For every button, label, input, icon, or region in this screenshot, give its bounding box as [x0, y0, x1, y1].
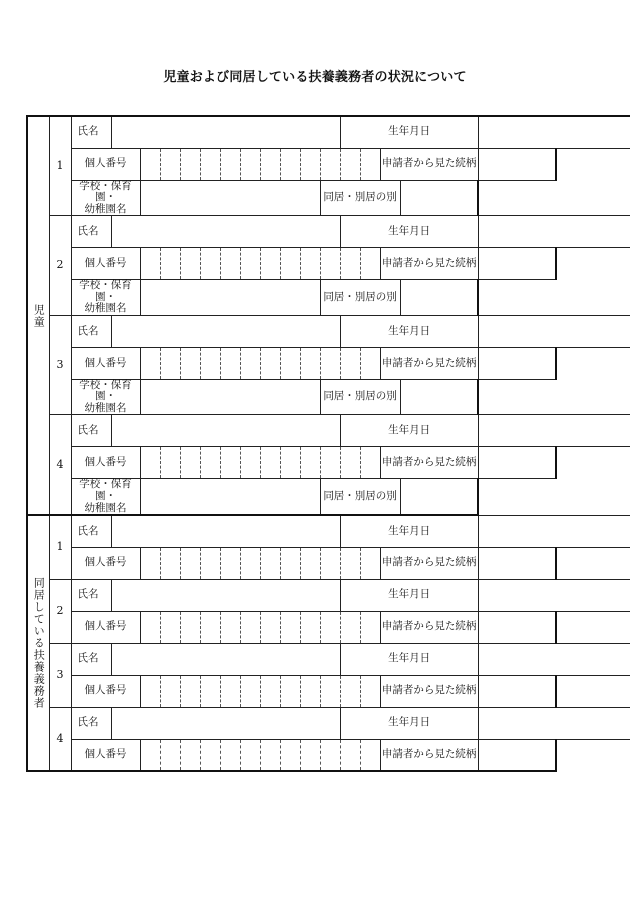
children-group-label: 児童 — [32, 303, 46, 328]
children-3-my-number-label: 個人番号 — [71, 347, 140, 379]
supporters-1-my-number-label: 個人番号 — [71, 547, 140, 579]
supporters-4-my-number-digit-7[interactable] — [260, 739, 280, 771]
supporters-2-my-number-digit-9[interactable] — [300, 611, 320, 643]
children-2-entry-number: 2 — [49, 216, 71, 316]
children-2-my-number-digit-4[interactable] — [200, 248, 220, 280]
supporters-1-row-1 — [27, 515, 630, 547]
children-1-my-number-digit-2[interactable] — [160, 148, 180, 180]
supporters-4-relation-label: 申請者から見た続柄 — [380, 739, 478, 771]
supporters-1-row-2 — [27, 547, 630, 579]
children-2-birthdate-label: 生年月日 — [340, 216, 478, 248]
supporters-3-row-1 — [27, 643, 630, 675]
children-2-my-number-digit-8[interactable] — [280, 248, 300, 280]
supporters-1-my-number-digit-4[interactable] — [200, 547, 220, 579]
supporters-1-name-field[interactable] — [111, 515, 340, 547]
children-2-relation-label: 申請者から見た続柄 — [380, 248, 478, 280]
supporters-4-row-1 — [27, 707, 630, 739]
supporters-1-my-number-digit-3[interactable] — [180, 547, 200, 579]
children-4-my-number-digit-8[interactable] — [280, 447, 300, 479]
children-3-my-number-digit-11[interactable] — [340, 347, 360, 379]
children-4-birthdate-label: 生年月日 — [340, 415, 478, 447]
children-1-row-2 — [27, 148, 630, 180]
children-1-my-number-digit-5[interactable] — [220, 148, 240, 180]
supporters-4-my-number-digit-8[interactable] — [280, 739, 300, 771]
children-1-my-number-digit-12[interactable] — [360, 148, 380, 180]
supporters-4-my-number-digit-6[interactable] — [240, 739, 260, 771]
supporters-1-my-number-digit-9[interactable] — [300, 547, 320, 579]
supporters-2-relation-label: 申請者から見た続柄 — [380, 611, 478, 643]
children-4-cohabit-label: 同居・別居の別 — [320, 479, 400, 515]
supporters-2-my-number-digit-8[interactable] — [280, 611, 300, 643]
supporters-4-my-number-digit-3[interactable] — [180, 739, 200, 771]
supporters-4-my-number-label: 個人番号 — [71, 739, 140, 771]
children-4-my-number-digit-5[interactable] — [220, 447, 240, 479]
supporters-4-my-number-digit-1[interactable] — [140, 739, 160, 771]
children-2-my-number-digit-12[interactable] — [360, 248, 380, 280]
supporters-3-my-number-digit-9[interactable] — [300, 675, 320, 707]
supporters-3-my-number-digit-10[interactable] — [320, 675, 340, 707]
children-4-name-field[interactable] — [111, 415, 340, 447]
supporters-1-my-number-digit-8[interactable] — [280, 547, 300, 579]
children-1-my-number-digit-3[interactable] — [180, 148, 200, 180]
children-2-relation-field[interactable] — [478, 248, 556, 280]
supporters-4-my-number-digit-10[interactable] — [320, 739, 340, 771]
supporters-2-my-number-digit-4[interactable] — [200, 611, 220, 643]
children-2-name-field[interactable] — [111, 216, 340, 248]
children-2-row-1 — [27, 216, 630, 248]
supporters-3-entry-number: 3 — [49, 643, 71, 707]
children-1-my-number-digit-6[interactable] — [240, 148, 260, 180]
children-1-entry-number: 1 — [49, 116, 71, 216]
children-1-my-number-label: 個人番号 — [71, 148, 140, 180]
supporters-1-birthdate-field[interactable] — [478, 515, 630, 547]
children-3-birthdate-label: 生年月日 — [340, 315, 478, 347]
children-3-relation-label: 申請者から見た続柄 — [380, 347, 478, 379]
supporters-3-my-number-digit-8[interactable] — [280, 675, 300, 707]
supporters-3-my-number-digit-2[interactable] — [160, 675, 180, 707]
children-2-my-number-digit-11[interactable] — [340, 248, 360, 280]
supporters-3-my-number-digit-6[interactable] — [240, 675, 260, 707]
children-2-my-number-digit-2[interactable] — [160, 248, 180, 280]
children-1-my-number-digit-4[interactable] — [200, 148, 220, 180]
children-3-entry-number: 3 — [49, 315, 71, 415]
supporters-4-my-number-digit-2[interactable] — [160, 739, 180, 771]
document-title: 児童および同居している扶養義務者の状況について — [163, 70, 467, 85]
supporters-3-my-number-label: 個人番号 — [71, 675, 140, 707]
supporters-4-my-number-digit-9[interactable] — [300, 739, 320, 771]
supporters-4-my-number-digit-12[interactable] — [360, 739, 380, 771]
children-4-school-label-line1: 学校・保育園・ — [79, 478, 132, 502]
children-group-cell — [27, 116, 49, 515]
supporters-3-my-number-digit-3[interactable] — [180, 675, 200, 707]
supporters-2-my-number-digit-10[interactable] — [320, 611, 340, 643]
supporters-3-name-field[interactable] — [111, 643, 340, 675]
children-2-my-number-digit-5[interactable] — [220, 248, 240, 280]
children-4-my-number-digit-6[interactable] — [240, 447, 260, 479]
supporters-2-name-label: 氏名 — [71, 579, 111, 611]
children-1-school-label-line1: 学校・保育園・ — [79, 179, 132, 204]
children-2-my-number-digit-10[interactable] — [320, 248, 340, 280]
supporters-1-my-number-digit-7[interactable] — [260, 547, 280, 579]
supporters-2-my-number-label: 個人番号 — [71, 611, 140, 643]
supporters-2-birthdate-label: 生年月日 — [340, 579, 478, 611]
children-4-cohabit-field[interactable] — [400, 479, 478, 515]
children-4-my-number-digit-7[interactable] — [260, 447, 280, 479]
supporters-3-row-2 — [27, 675, 630, 707]
supporters-3-my-number-digit-7[interactable] — [260, 675, 280, 707]
children-4-row-2 — [27, 447, 630, 479]
children-3-school-label-line1: 学校・保育園・ — [79, 378, 132, 403]
supporters-3-relation-label: 申請者から見た続柄 — [380, 675, 478, 707]
supporters-1-my-number-digit-1[interactable] — [140, 547, 160, 579]
children-2-name-label: 氏名 — [71, 216, 111, 248]
supporters-2-relation-field[interactable] — [478, 611, 556, 643]
children-3-my-number-digit-10[interactable] — [320, 347, 340, 379]
supporters-group-cell — [27, 515, 49, 771]
children-4-my-number-digit-1[interactable] — [140, 447, 160, 479]
children-2-my-number-digit-1[interactable] — [140, 248, 160, 280]
supporters-2-my-number-digit-12[interactable] — [360, 611, 380, 643]
children-1-cohabit-field[interactable] — [400, 180, 478, 216]
supporters-group-label: 同居している扶養義務者 — [32, 577, 46, 710]
supporters-2-my-number-digit-7[interactable] — [260, 611, 280, 643]
children-3-my-number-digit-1[interactable] — [140, 347, 160, 379]
children-3-my-number-digit-12[interactable] — [360, 347, 380, 379]
children-2-birthdate-field[interactable] — [478, 216, 630, 248]
children-1-school-label — [71, 180, 140, 216]
children-3-school-label-line2: 幼稚園名 — [84, 401, 127, 414]
children-2-cohabit-field[interactable] — [400, 280, 478, 316]
supporters-2-my-number-digit-6[interactable] — [240, 611, 260, 643]
children-3-row-1 — [27, 315, 630, 347]
children-4-relation-field[interactable] — [478, 447, 556, 479]
children-2-school-label — [71, 280, 140, 316]
supporters-1-my-number-digit-6[interactable] — [240, 547, 260, 579]
supporters-1-my-number-digit-11[interactable] — [340, 547, 360, 579]
children-4-my-number-digit-12[interactable] — [360, 447, 380, 479]
children-1-relation-label: 申請者から見た続柄 — [380, 148, 478, 180]
children-4-my-number-digit-11[interactable] — [340, 447, 360, 479]
supporters-4-entry-number: 4 — [49, 707, 71, 771]
supporters-1-name-label: 氏名 — [71, 515, 111, 547]
children-1-name-field[interactable] — [111, 116, 340, 148]
supporters-4-birthdate-label: 生年月日 — [340, 707, 478, 739]
children-1-my-number-digit-8[interactable] — [280, 148, 300, 180]
children-4-my-number-digit-3[interactable] — [180, 447, 200, 479]
supporters-1-entry-number: 1 — [49, 515, 71, 579]
supporters-1-relation-label: 申請者から見た続柄 — [380, 547, 478, 579]
supporters-2-my-number-digit-1[interactable] — [140, 611, 160, 643]
children-1-my-number-digit-9[interactable] — [300, 148, 320, 180]
children-1-my-number-digit-1[interactable] — [140, 148, 160, 180]
children-3-my-number-digit-7[interactable] — [260, 347, 280, 379]
children-1-school-label-line2: 幼稚園名 — [84, 202, 127, 215]
supporters-4-name-label: 氏名 — [71, 707, 111, 739]
children-3-name-label: 氏名 — [71, 315, 111, 347]
supporters-3-my-number-digit-1[interactable] — [140, 675, 160, 707]
children-3-my-number-digit-4[interactable] — [200, 347, 220, 379]
supporters-4-relation-field[interactable] — [478, 739, 556, 771]
children-4-relation-label: 申請者から見た続柄 — [380, 447, 478, 479]
children-2-school-label-line1: 学校・保育園・ — [79, 279, 132, 303]
supporters-4-name-field[interactable] — [111, 707, 340, 739]
supporters-1-my-number-digit-12[interactable] — [360, 547, 380, 579]
children-1-cohabit-label: 同居・別居の別 — [320, 180, 400, 216]
children-2-school-field[interactable] — [140, 280, 320, 316]
supporters-3-my-number-digit-11[interactable] — [340, 675, 360, 707]
children-3-cohabit-field[interactable] — [400, 379, 478, 415]
children-3-relation-field[interactable] — [478, 347, 556, 379]
supporters-1-my-number-digit-5[interactable] — [220, 547, 240, 579]
children-2-my-number-digit-3[interactable] — [180, 248, 200, 280]
supporters-4-row-2 — [27, 739, 630, 771]
children-4-school-field[interactable] — [140, 479, 320, 515]
supporters-3-relation-field[interactable] — [478, 675, 556, 707]
supporters-4-my-number-digit-4[interactable] — [200, 739, 220, 771]
children-3-name-field[interactable] — [111, 315, 340, 347]
supporters-2-my-number-digit-2[interactable] — [160, 611, 180, 643]
supporters-4-my-number-digit-11[interactable] — [340, 739, 360, 771]
children-3-school-field[interactable] — [140, 379, 320, 415]
children-3-school-label — [71, 379, 140, 415]
supporters-2-my-number-digit-5[interactable] — [220, 611, 240, 643]
children-4-row-3 — [27, 479, 630, 515]
supporters-2-birthdate-field[interactable] — [478, 579, 630, 611]
children-1-school-field[interactable] — [140, 180, 320, 216]
supporters-1-my-number-digit-2[interactable] — [160, 547, 180, 579]
children-1-my-number-digit-11[interactable] — [340, 148, 360, 180]
children-1-my-number-digit-7[interactable] — [260, 148, 280, 180]
supporters-1-birthdate-label: 生年月日 — [340, 515, 478, 547]
supporters-2-my-number-digit-3[interactable] — [180, 611, 200, 643]
supporters-1-my-number-digit-10[interactable] — [320, 547, 340, 579]
children-3-birthdate-field[interactable] — [478, 315, 630, 347]
children-3-my-number-digit-6[interactable] — [240, 347, 260, 379]
children-2-my-number-digit-9[interactable] — [300, 248, 320, 280]
status-form-table — [26, 115, 630, 772]
form-body — [27, 116, 630, 771]
children-4-my-number-digit-9[interactable] — [300, 447, 320, 479]
children-1-name-label: 氏名 — [71, 116, 111, 148]
children-3-cohabit-label: 同居・別居の別 — [320, 379, 400, 415]
supporters-2-name-field[interactable] — [111, 579, 340, 611]
supporters-3-birthdate-field[interactable] — [478, 643, 630, 675]
children-4-my-number-digit-10[interactable] — [320, 447, 340, 479]
children-1-my-number-digit-10[interactable] — [320, 148, 340, 180]
children-1-relation-field[interactable] — [478, 148, 556, 180]
supporters-2-row-2 — [27, 611, 630, 643]
children-3-my-number-digit-8[interactable] — [280, 347, 300, 379]
children-1-row-1 — [27, 116, 630, 148]
children-3-my-number-digit-2[interactable] — [160, 347, 180, 379]
children-2-cohabit-label: 同居・別居の別 — [320, 280, 400, 316]
children-2-my-number-digit-6[interactable] — [240, 248, 260, 280]
children-4-birthdate-field[interactable] — [478, 415, 630, 447]
children-3-row-3 — [27, 379, 630, 415]
supporters-1-relation-field[interactable] — [478, 547, 556, 579]
supporters-2-row-1 — [27, 579, 630, 611]
children-4-school-label — [71, 479, 140, 515]
children-2-row-2 — [27, 248, 630, 280]
supporters-3-my-number-digit-12[interactable] — [360, 675, 380, 707]
children-1-birthdate-field[interactable] — [478, 116, 630, 148]
children-2-my-number-label: 個人番号 — [71, 248, 140, 280]
children-2-school-label-line2: 幼稚園名 — [84, 302, 127, 315]
supporters-3-my-number-digit-4[interactable] — [200, 675, 220, 707]
children-4-school-label-line2: 幼稚園名 — [84, 501, 127, 514]
supporters-3-name-label: 氏名 — [71, 643, 111, 675]
supporters-4-my-number-digit-5[interactable] — [220, 739, 240, 771]
children-1-birthdate-label: 生年月日 — [340, 116, 478, 148]
children-1-row-3 — [27, 180, 630, 216]
supporters-3-birthdate-label: 生年月日 — [340, 643, 478, 675]
children-4-row-1 — [27, 415, 630, 447]
children-2-my-number-digit-7[interactable] — [260, 248, 280, 280]
children-3-row-2 — [27, 347, 630, 379]
children-4-entry-number: 4 — [49, 415, 71, 515]
children-2-row-3 — [27, 280, 630, 316]
children-4-my-number-label: 個人番号 — [71, 447, 140, 479]
supporters-3-my-number-digit-5[interactable] — [220, 675, 240, 707]
children-4-name-label: 氏名 — [71, 415, 111, 447]
children-3-my-number-digit-9[interactable] — [300, 347, 320, 379]
children-4-my-number-digit-2[interactable] — [160, 447, 180, 479]
supporters-2-my-number-digit-11[interactable] — [340, 611, 360, 643]
children-3-my-number-digit-3[interactable] — [180, 347, 200, 379]
supporters-4-birthdate-field[interactable] — [478, 707, 630, 739]
supporters-2-entry-number: 2 — [49, 579, 71, 643]
children-4-my-number-digit-4[interactable] — [200, 447, 220, 479]
children-3-my-number-digit-5[interactable] — [220, 347, 240, 379]
